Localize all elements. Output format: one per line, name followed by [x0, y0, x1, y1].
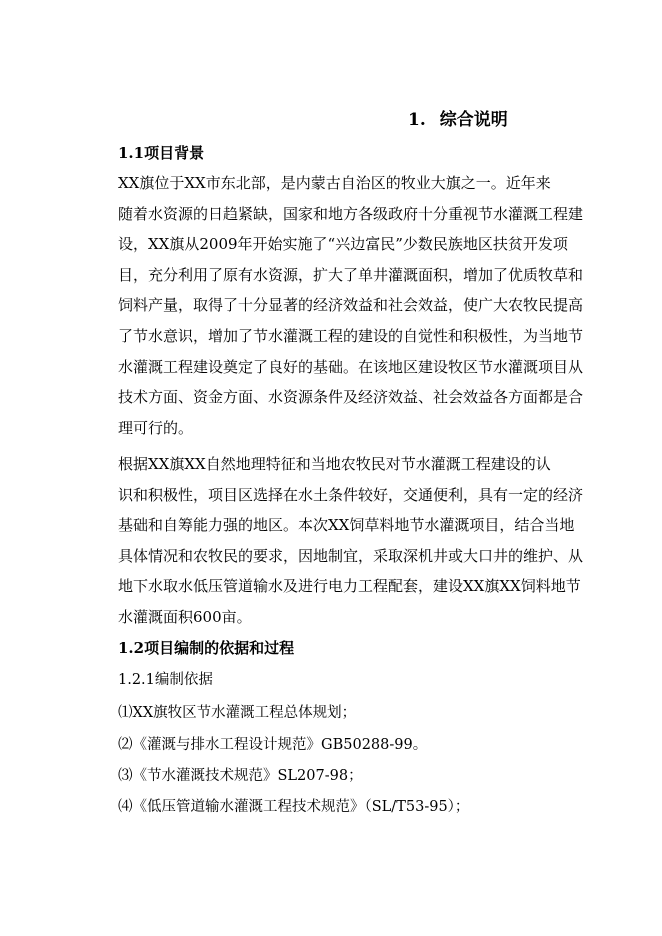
paragraph-background — [118, 168, 584, 443]
chapter-number: 1. — [408, 110, 426, 130]
paragraph-line: 水灌溉面积600亩。 — [118, 607, 252, 626]
paragraph-line: 根据XX旗XX自然地理特征和当地农牧民对节水灌溉工程建设的认 — [118, 455, 551, 473]
paragraph-line: 目，充分利用了原有水资源，扩大了单井灌溉面积，增加了优质牧草和 — [118, 265, 584, 284]
paragraph-line: 技术方面、资金方面、水资源条件及经济效益、社会效益各方面都是合 — [118, 388, 584, 407]
chapter-heading — [408, 108, 508, 132]
paragraph-line: 随着水资源的日趋紧缺，国家和地方各级政府十分重视节水灌溉工程建 — [118, 204, 584, 223]
paragraph-line: 理可行的。 — [118, 418, 194, 437]
section-title-1-1: 1.1项目背景 — [118, 144, 205, 162]
section-title-1-2: 1.2项目编制的依据和过程 — [118, 639, 295, 657]
paragraph-line: 了节水意识，增加了节水灌溉工程的建设的自觉性和积极性，为当地节 — [118, 326, 584, 345]
basis-list-item: ⑶《节水灌溉技术规范》SL207-98； — [118, 768, 363, 784]
paragraph-line: 设，XX旗从2009年开始实施了“兴边富民”少数民族地区扶贫开发项 — [118, 235, 568, 254]
paragraph-site-selection — [118, 449, 584, 633]
subsection-title-1-2-1: 1.2.1编制依据 — [118, 672, 213, 688]
paragraph-line: 具体情况和农牧民的要求，因地制宜，采取深机井或大口井的维护、从 — [118, 546, 584, 565]
paragraph-line: 地下水取水低压管道输水及进行电力工程配套，建设XX旗XX饲料地节 — [118, 577, 581, 596]
paragraph-line: XX旗位于XX市东北部，是内蒙古自治区的牧业大旗之一。近年来 — [118, 174, 551, 192]
chapter-title: 综合说明 — [439, 110, 508, 130]
paragraph-line: 水灌溉工程建设奠定了良好的基础。在该地区建设牧区节水灌溉项目从 — [118, 357, 584, 376]
basis-list-item: ⑴XX旗牧区节水灌溉工程总体规划； — [118, 705, 357, 721]
basis-list-item: ⑵《灌溉与排水工程设计规范》GB50288-99。 — [118, 737, 428, 753]
paragraph-line: 基础和自筹能力强的地区。本次XX饲草料地节水灌溉项目，结合当地 — [118, 516, 575, 535]
basis-list-item: ⑷《低压管道输水灌溉工程技术规范》（SL/T53-95）； — [118, 799, 470, 815]
paragraph-line: 识和积极性，项目区选择在水土条件较好，交通便利，具有一定的经济 — [118, 485, 584, 504]
paragraph-line: 饲料产量，取得了十分显著的经济效益和社会效益，使广大农牧民提高 — [118, 296, 584, 315]
